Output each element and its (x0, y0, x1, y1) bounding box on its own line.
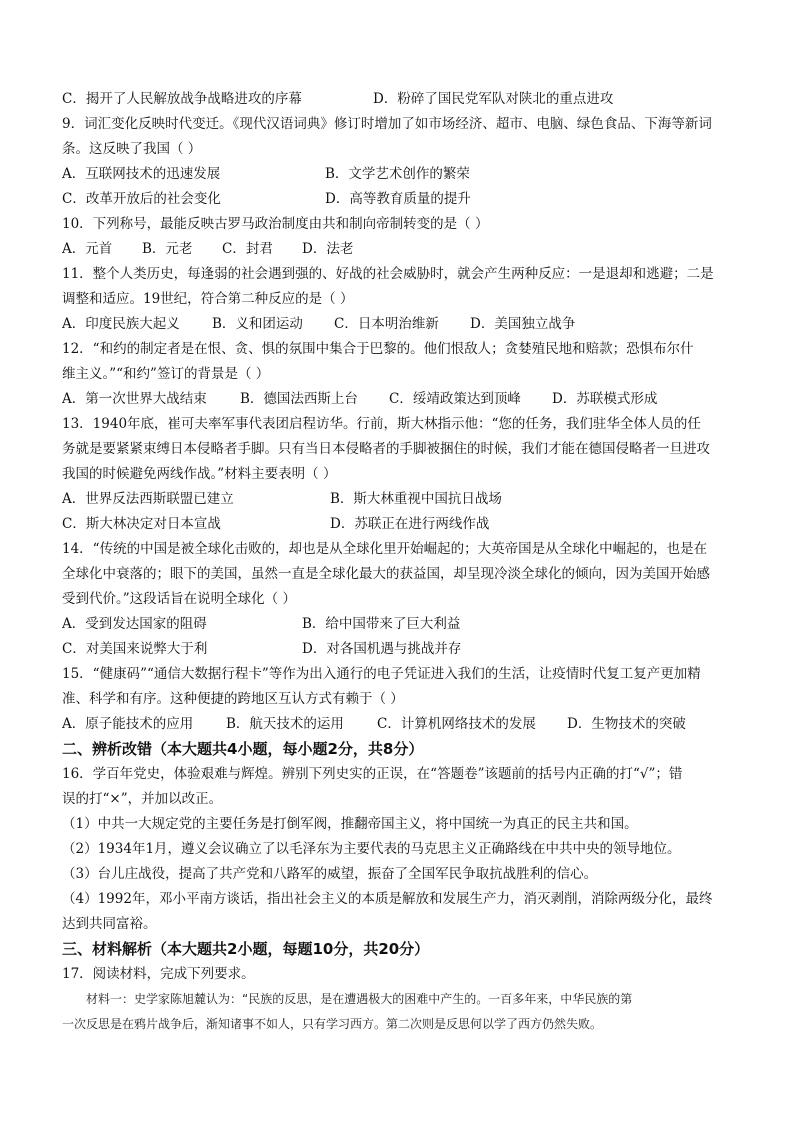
q10-option-b: B．元老 (142, 241, 193, 257)
q14-option-c: C．对美国来说弊大于利 (62, 641, 208, 657)
q9-option-b: B．文学艺术创作的繁荣 (325, 166, 470, 182)
q15-option-a: A．原子能技术的应用 (62, 716, 194, 732)
q13-stem-line-3: 我国的时候避免两线作战。”材料主要表明（ ） (62, 466, 337, 482)
q14-stem-line-3: 受到代价。”这段话旨在说明全球化（ ） (62, 591, 296, 607)
q8-options-cd (62, 87, 742, 112)
q16-item-3: （3）台儿庄战役，提高了共产党和八路军的威望，振奋了全国军民争取抗战胜利的信心。 (62, 866, 598, 882)
q9-stem-line-1: 9．词汇变化反映时代变迁。《现代汉语词典》修订时增加了如市场经济、超市、电脑、绿色食品、下海等新词 (62, 116, 712, 132)
q9-option-d: D．高等教育质量的提升 (325, 191, 471, 207)
q12-stem-line-2: 维主义。”“和约”签订的背景是（ ） (62, 366, 270, 382)
q11-option-d: D．美国独立战争 (470, 316, 576, 332)
q16-item-1: （1）中共一大规定党的主要任务是打倒军阀，推翻帝国主义，将中国统一为真正的民主共和国。 (62, 816, 638, 832)
q9-options-ab (62, 162, 742, 187)
q12-option-c: C．绥靖政策达到顶峰 (389, 391, 521, 407)
q14-stem-line-1: 14．“传统的中国是被全球化击败的，却也是从全球化里开始崛起的；大英帝国是从全球化中崛起的，也是在 (62, 541, 708, 557)
q13-stem-line-1: 13．1940年底，崔可夫率军事代表团启程访华。行前，斯大林指示他：“您的任务，我们驻华全体人员的任 (62, 416, 701, 432)
q9-stem-line-2: 条。这反映了我国（ ） (62, 141, 202, 157)
q16-stem-line-2: 误的打“×”，并加以改正。 (62, 791, 223, 807)
q15-stem-line-2: 准、科学和有序。这种便捷的跨地区互认方式有赖于（ ） (62, 691, 404, 707)
q8-option-d: D．粉碎了国民党军队对陕北的重点进攻 (373, 91, 614, 107)
q11-options (62, 312, 742, 337)
q14-options-cd (62, 637, 742, 662)
q13-options-cd (62, 512, 742, 537)
q15-option-b: B．航天技术的运用 (226, 716, 344, 732)
q14-stem-line-2: 全球化中衰落的；眼下的美国，虽然一直是全球化最大的获益国，却呈现冷淡全球化的倾向，因为美国开始感 (62, 566, 710, 582)
q13-stem-line-2: 务就是要紧紧束缚日本侵略者手脚。只有当日本侵略者的手脚被捆住的时候，我们才能在德国侵略者一旦进攻 (62, 441, 710, 457)
q12-stem-line-1: 12．“和约的制定者是在恨、贪、惧的氛围中集合于巴黎的。他们恨敌人；贪婪殖民地和赔款；恐惧布尔什 (62, 341, 694, 357)
q12-options (62, 387, 742, 412)
q11-stem-line-1: 11．整个人类历史，每逢弱的社会遇到强的、好战的社会威胁时，就会产生两种反应：一是退却和逃避；二是 (62, 266, 714, 282)
q9-option-c: C．改革开放后的社会变化 (62, 191, 221, 207)
q11-option-a: A．印度民族大起义 (62, 316, 180, 332)
q11-option-b: B．义和团运动 (212, 316, 303, 332)
q17-material-line-2: 一次反思是在鸦片战争后，渐知诸事不如人，只有学习西方。第二次则是反思何以学了西方仍然失败。 (62, 1017, 603, 1031)
q9-options-cd (62, 187, 742, 212)
q11-stem-line-2: 调整和适应。19世纪，符合第二种反应的是（ ） (62, 291, 354, 307)
q17-material-line-1: 材料一：史学家陈旭麓认为：“民族的反思，是在遭遇极大的困难中产生的。一百多年来，中华民族的第 (86, 992, 633, 1006)
q13-option-c: C．斯大林决定对日本宣战 (62, 516, 221, 532)
q16-item-4-line-2: 达到共同富裕。 (62, 916, 157, 932)
section-3-title: 三、材料解析（本大题共2小题，每题10分，共20分） (62, 940, 430, 958)
q12-option-b: B．德国法西斯上台 (240, 391, 358, 407)
q15-stem-line-1: 15．“健康码”“通信大数据行程卡”等作为出入通行的电子凭证进入我们的生活，让疫情时代复工复产更加精 (62, 666, 701, 682)
q16-item-2: （2）1934年1月，遵义会议确立了以毛泽东为主要代表的马克思主义正确路线在中共中央的领导地位。 (62, 841, 681, 857)
q10-option-a: A．元首 (62, 241, 113, 257)
q15-options (62, 712, 742, 737)
q10-stem: 10．下列称号，最能反映古罗马政治制度由共和制向帝制转变的是（ ） (62, 216, 489, 232)
q10-option-d: D．法老 (302, 241, 354, 257)
q14-option-b: B．给中国带来了巨大利益 (302, 616, 461, 632)
q15-option-c: C．计算机网络技术的发展 (377, 716, 536, 732)
q12-option-a: A．第一次世界大战结束 (62, 391, 207, 407)
q10-options (62, 237, 742, 262)
q13-option-d: D．苏联正在进行两线作战 (330, 516, 490, 532)
q12-option-d: D．苏联模式形成 (552, 391, 658, 407)
q14-option-d: D．对各国机遇与挑战并存 (302, 641, 462, 657)
q13-options-ab (62, 487, 742, 512)
q14-options-ab (62, 612, 742, 637)
q15-option-d: D．生物技术的突破 (567, 716, 686, 732)
q13-option-b: B．斯大林重视中国抗日战场 (330, 491, 502, 507)
q16-stem-line-1: 16．学百年党史，体验艰难与辉煌。辨别下列史实的正误，在“答题卷”该题前的括号内正确的打“√”；错 (62, 766, 683, 782)
q14-option-a: A．受到发达国家的阻碍 (62, 616, 207, 632)
q10-option-c: C．封君 (222, 241, 273, 257)
section-2-title: 二、辨析改错（本大题共4小题，每小题2分，共8分） (62, 740, 424, 758)
q13-option-a: A．世界反法西斯联盟已建立 (62, 491, 234, 507)
q11-option-c: C．日本明治维新 (334, 316, 439, 332)
q17-stem: 17．阅读材料，完成下列要求。 (62, 966, 255, 982)
q8-option-c: C．揭开了人民解放战争战略进攻的序幕 (62, 91, 302, 107)
q16-item-4-line-1: （4）1992年，邓小平南方谈话，指出社会主义的本质是解放和发展生产力，消灭剥削，消除两级分化，最终 (62, 891, 713, 907)
q9-option-a: A．互联网技术的迅速发展 (62, 166, 221, 182)
